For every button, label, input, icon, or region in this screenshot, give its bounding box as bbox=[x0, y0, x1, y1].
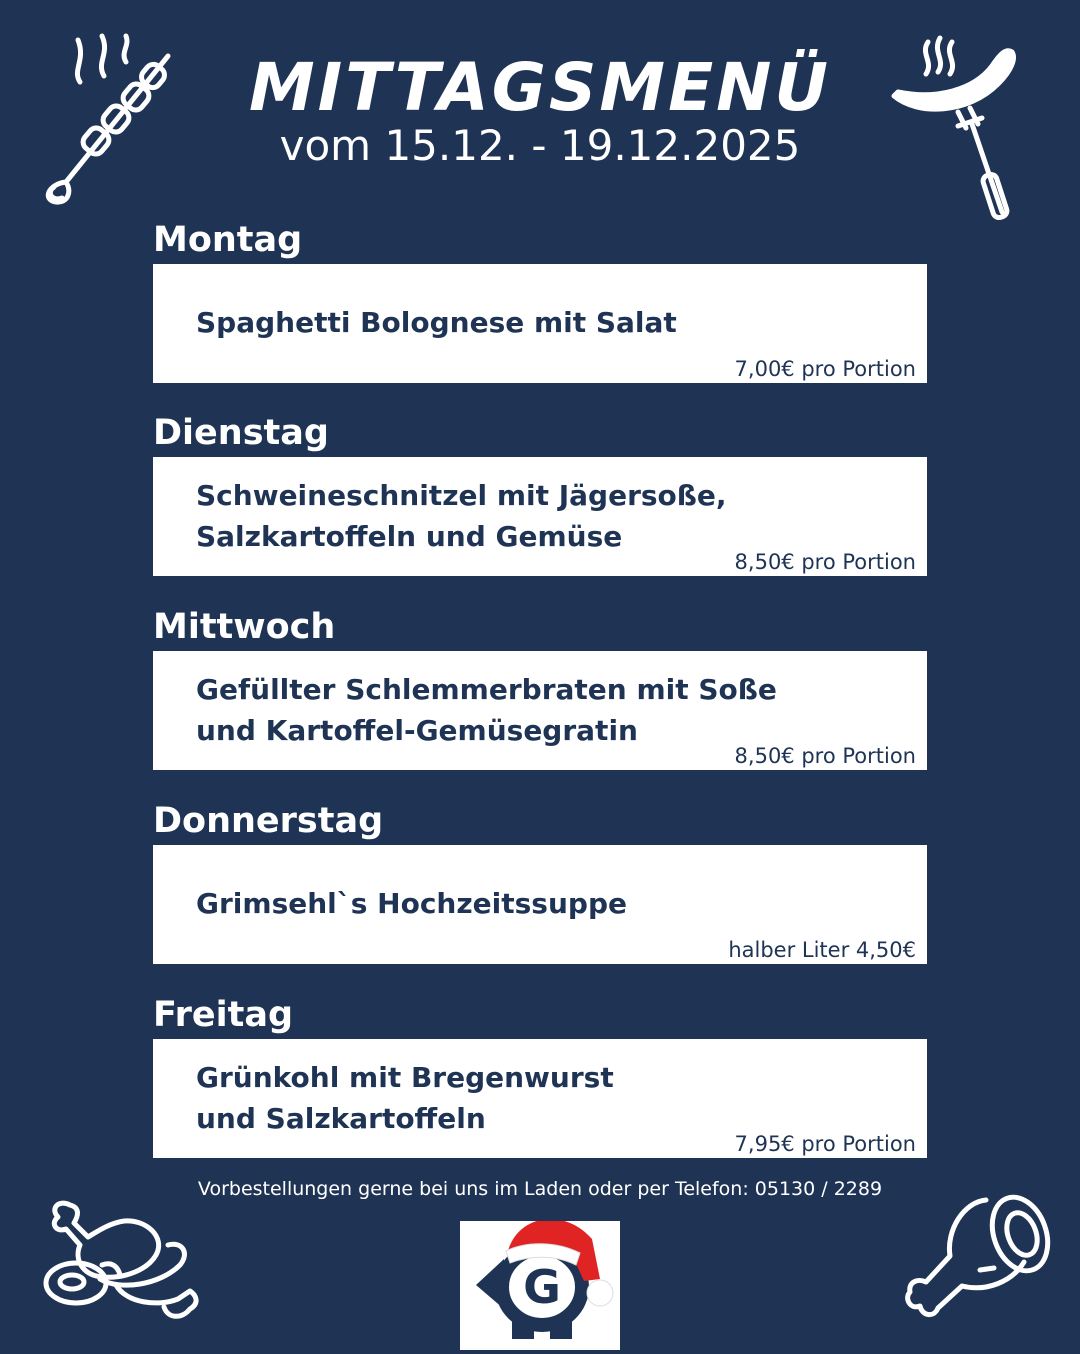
dish-name: Spaghetti Bolognese mit Salat bbox=[196, 306, 677, 339]
dish-name: Grimsehl`s Hochzeitssuppe bbox=[196, 887, 627, 920]
skewer-icon bbox=[38, 32, 178, 207]
preorder-note: Vorbestellungen gerne bei uns im Laden oder per Telefon: 05130 / 2289 bbox=[197, 1178, 883, 1200]
day-label: Montag bbox=[153, 220, 303, 260]
day-label: Freitag bbox=[153, 995, 294, 1035]
day-label: Donnerstag bbox=[153, 801, 384, 841]
dish-card bbox=[153, 457, 927, 576]
dish-card bbox=[153, 1039, 927, 1158]
dish-name: Gefüllter Schlemmerbraten mit Soße und Kartoffel-Gemüsegratin bbox=[196, 672, 777, 747]
butcher-logo bbox=[460, 1221, 620, 1350]
ham-leg-icon bbox=[902, 1190, 1054, 1328]
meat-assortment-icon bbox=[40, 1195, 205, 1325]
page-title: MITTAGSMENÜ bbox=[248, 49, 832, 126]
logo-letter: G bbox=[523, 1260, 561, 1314]
sausage-fork-icon bbox=[888, 34, 1023, 229]
dish-name: Grünkohl mit Bregenwurst und Salzkartoffeln bbox=[196, 1060, 614, 1135]
date-range: vom 15.12. - 19.12.2025 bbox=[279, 121, 801, 170]
dish-card bbox=[153, 651, 927, 770]
day-label: Mittwoch bbox=[153, 607, 336, 647]
day-label: Dienstag bbox=[153, 413, 329, 453]
dish-price: 8,50€ pro Portion bbox=[734, 744, 916, 768]
logo-graphic bbox=[460, 1221, 620, 1350]
dish-price: 7,00€ pro Portion bbox=[734, 357, 916, 381]
dish-price: halber Liter 4,50€ bbox=[728, 938, 916, 962]
dish-price: 7,95€ pro Portion bbox=[734, 1132, 916, 1156]
dish-card bbox=[153, 845, 927, 964]
dish-name: Schweineschnitzel mit Jägersoße, Salzkartoffeln und Gemüse bbox=[196, 478, 727, 553]
dish-card bbox=[153, 264, 927, 383]
dish-price: 8,50€ pro Portion bbox=[734, 550, 916, 574]
